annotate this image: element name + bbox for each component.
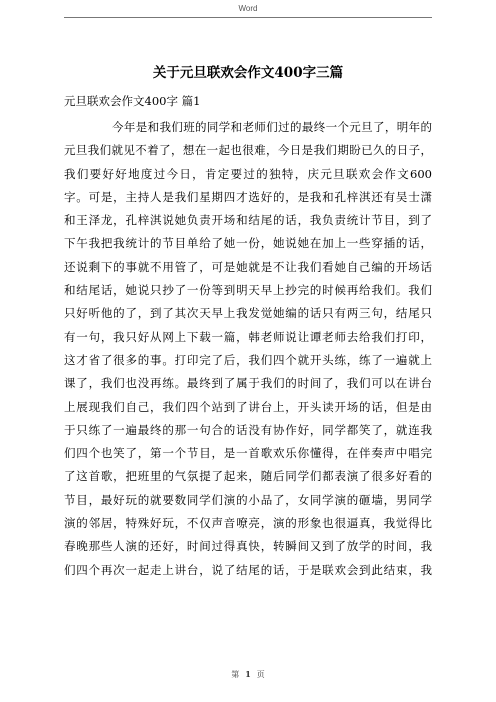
app-header-label: Word xyxy=(238,4,258,13)
body-line: 春晚那些人演的还好，时间过得真快，转瞬间又到了放学的时间，我 xyxy=(64,539,432,554)
body-line: 字。可是，主持人是我们星期四才选好的，是我和孔梓淇还有吴士潇 xyxy=(64,189,432,204)
body-line: 了这首歌，把班里的气氛提了起来，随后同学们都表演了很多好看的 xyxy=(64,469,432,484)
body-line: 有一句，我只好从网上下载一篇，韩老师说让谭老师去给我们打印， xyxy=(64,329,432,344)
body-line: 还说剩下的事就不用管了，可是她就是不让我们看她自己编的开场话 xyxy=(64,259,432,274)
header-divider xyxy=(64,17,432,18)
body-line: 下午我把我统计的节目单给了她一份，她说她在加上一些穿插的话， xyxy=(64,236,432,251)
page-number: 1 xyxy=(245,669,251,679)
page-footer xyxy=(0,669,496,680)
body-line: 演的邻居，特殊好玩，不仅声音嘹亮，演的形象也很逼真，我觉得比 xyxy=(64,516,432,531)
document-title: 关于元旦联欢会作文400字三篇 xyxy=(152,65,344,81)
body-line: 们四个也笑了，第一个节目，是一首歌欢乐你懂得，在伴奏声中唱完 xyxy=(64,446,432,461)
body-line: 只好听他的了，到了其次天早上我发觉她编的话只有两三句，结尾只 xyxy=(64,306,432,321)
body-line: 和王泽龙，孔梓淇说她负责开场和结尾的话，我负责统计节目，到了 xyxy=(64,213,432,228)
body-paragraph xyxy=(64,116,432,582)
body-line: 们四个再次一起走上讲台，说了结尾的话，于是联欢会到此结束，我 xyxy=(64,562,432,577)
body-line: 和结尾话，她说只抄了一份等到明天早上抄完的时候再给我们。我们 xyxy=(64,283,432,298)
footer-prefix: 第 xyxy=(231,670,240,679)
body-line: 今年是和我们班的同学和老师们过的最终一个元旦了，明年的 xyxy=(112,120,432,134)
body-line: 这才省了很多的事。打印完了后，我们四个就开头练，练了一遍就上 xyxy=(64,352,432,367)
body-line: 课了，我们也没再练。最终到了属于我们的时间了，我们可以在讲台 xyxy=(64,376,432,391)
body-line: 上展现我们自己，我们四个站到了讲台上，开头读开场的话，但是由 xyxy=(64,399,432,414)
body-line: 元旦我们就见不着了，想在一起也很难，今日是我们期盼已久的日子， xyxy=(64,143,432,158)
section-subtitle: 元旦联欢会作文400字 篇1 xyxy=(64,94,201,108)
body-line: 节目，最好玩的就要数同学们演的小品了，女同学演的砸墙，男同学 xyxy=(64,492,432,507)
body-line: 我们要好好地度过今日，肯定要过的独特，庆元旦联欢会作文600 xyxy=(64,166,432,181)
body-line: 于只练了一遍最终的那一句合的话没有协作好，同学都笑了，就连我 xyxy=(64,422,432,437)
footer-suffix: 页 xyxy=(256,670,265,679)
